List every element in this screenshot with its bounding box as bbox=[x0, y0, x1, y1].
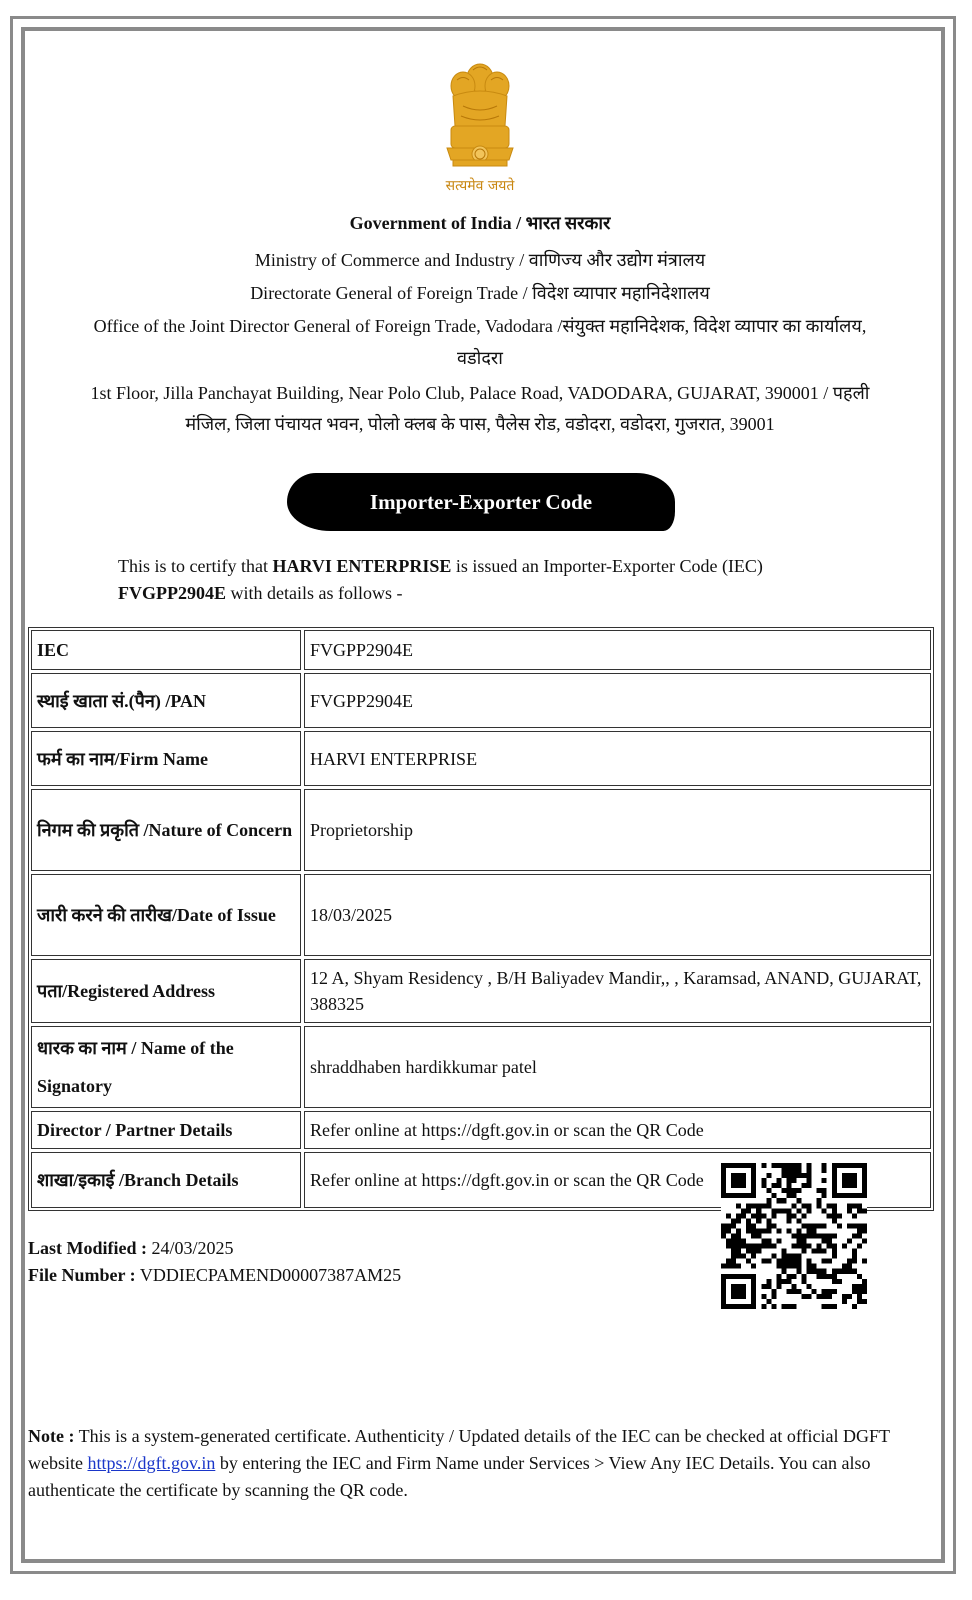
address-line: 1st Floor, Jilla Panchayat Building, Near Polo Club, Palace Road, VADODARA, GUJARAT, 390001 / पहली bbox=[90, 383, 870, 403]
row-value: Refer online at https://dgft.gov.in or scan the QR Code bbox=[304, 1152, 931, 1208]
row-value: shraddhaben hardikkumar patel bbox=[304, 1026, 931, 1108]
row-value: FVGPP2904E bbox=[304, 630, 931, 670]
office-line-city: वडोदरा bbox=[457, 348, 503, 368]
row-value: Proprietorship bbox=[304, 789, 931, 871]
details-table bbox=[28, 627, 934, 1211]
table-row bbox=[31, 673, 931, 728]
certificate-title: Importer-Exporter Code bbox=[287, 473, 675, 531]
footer-note: Note : This is a system-generated certificate. Authenticity / Updated details of the IEC can be checked at official DGFT website https://dgft.gov.in by entering the IEC and Firm Name under Services > View Any IEC Details. You can also authenticate the certificate by scanning the QR code. bbox=[28, 1426, 890, 1500]
table-row bbox=[31, 874, 931, 956]
certification-statement: This is to certify that HARVI ENTERPRISE is issued an Importer-Exporter Code (IEC) FVGPP2904E with details as follows - bbox=[118, 556, 763, 603]
table-row bbox=[31, 731, 931, 786]
last-modified: Last Modified : 24/03/2025 bbox=[28, 1238, 234, 1258]
row-value: HARVI ENTERPRISE bbox=[304, 731, 931, 786]
row-label: स्थाई खाता सं.(पैन) /PAN bbox=[31, 673, 301, 728]
row-value: FVGPP2904E bbox=[304, 673, 931, 728]
address-line-hindi: मंजिल, जिला पंचायत भवन, पोलो क्लब के पास, पैलेस रोड, वडोदरा, वडोदरा, गुजरात, 39001 bbox=[185, 414, 775, 434]
iec-highlight: FVGPP2904E bbox=[118, 583, 226, 603]
qr-code-icon[interactable] bbox=[721, 1163, 867, 1309]
government-heading: Government of India / भारत सरकार bbox=[349, 213, 611, 233]
emblem-motto: सत्यमेव जयते bbox=[445, 178, 515, 194]
table-row bbox=[31, 1111, 931, 1149]
row-label: पता/Registered Address bbox=[31, 959, 301, 1023]
row-label: धारक का नाम / Name of the Signatory bbox=[31, 1026, 301, 1108]
table-row bbox=[31, 1026, 931, 1108]
row-label: फर्म का नाम/Firm Name bbox=[31, 731, 301, 786]
row-value: 18/03/2025 bbox=[304, 874, 931, 956]
table-row bbox=[31, 959, 931, 1023]
row-value: Refer online at https://dgft.gov.in or scan the QR Code bbox=[304, 1111, 931, 1149]
row-label: IEC bbox=[31, 630, 301, 670]
row-label: जारी करने की तारीख/Date of Issue bbox=[31, 874, 301, 956]
dgft-link[interactable]: https://dgft.gov.in bbox=[87, 1453, 216, 1473]
row-value: 12 A, Shyam Residency , B/H Baliyadev Mandir,, , Karamsad, ANAND, GUJARAT, 388325 bbox=[304, 959, 931, 1023]
row-label: निगम की प्रकृति /Nature of Concern bbox=[31, 789, 301, 871]
table-row bbox=[31, 789, 931, 871]
ministry-line: Ministry of Commerce and Industry / वाणिज्य और उद्योग मंत्रालय bbox=[254, 250, 706, 270]
row-label: Director / Partner Details bbox=[31, 1111, 301, 1149]
row-label: शाखा/इकाई /Branch Details bbox=[31, 1152, 301, 1208]
table-row bbox=[31, 630, 931, 670]
file-number: File Number : VDDIECPAMEND00007387AM25 bbox=[28, 1265, 402, 1285]
directorate-line: Directorate General of Foreign Trade / विदेश व्यापार महानिदेशालय bbox=[250, 283, 710, 303]
office-line: Office of the Joint Director General of Foreign Trade, Vadodara /संयुक्त महानिदेशक, विदेश व्यापार का कार्यालय, bbox=[93, 316, 867, 336]
firm-name-highlight: HARVI ENTERPRISE bbox=[272, 556, 452, 576]
